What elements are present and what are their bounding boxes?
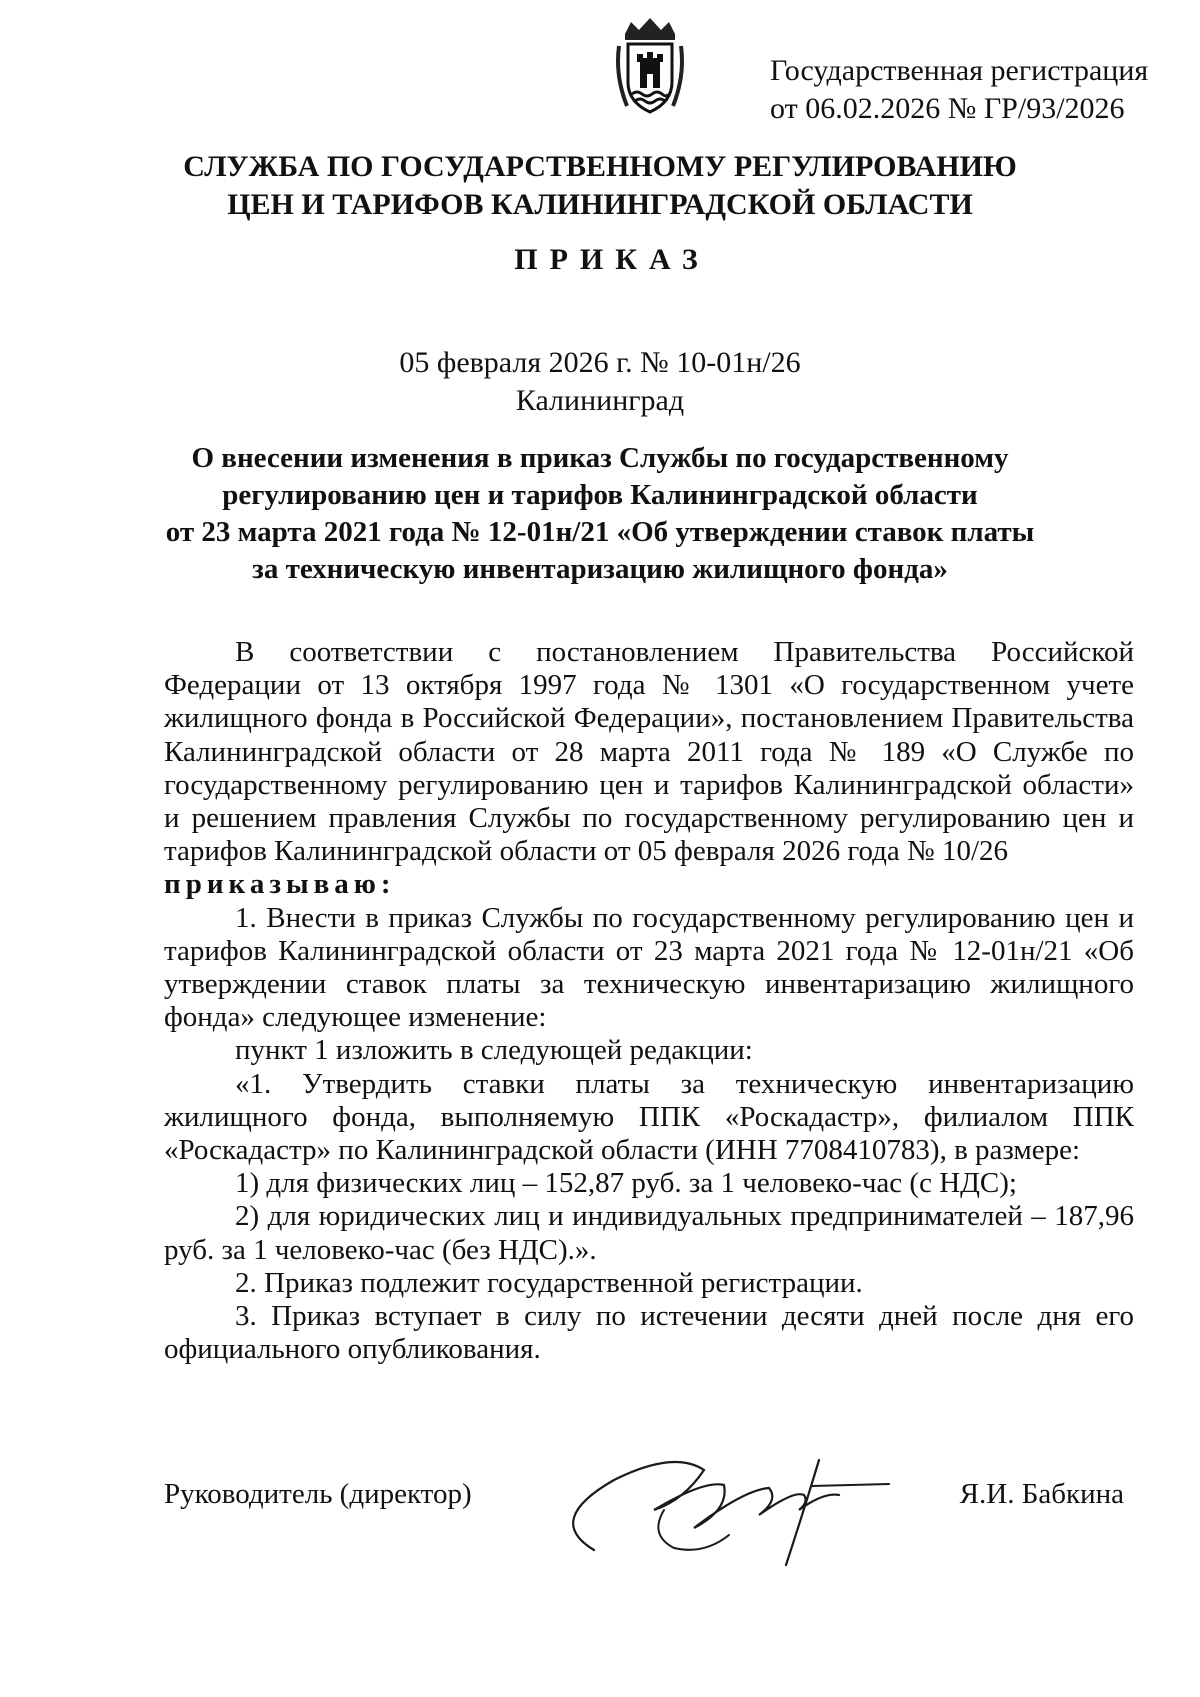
date-and-number-block <box>0 344 1200 420</box>
order-word: приказываю: <box>164 868 396 901</box>
coat-of-arms-emblem <box>613 16 687 118</box>
signatory-name: Я.И. Бабкина <box>959 1478 1124 1510</box>
subject-line-3: от 23 марта 2021 года № 12-01н/21 «Об утверждении ставок платы <box>165 516 1035 548</box>
rate-legal-entities-paragraph: 2) для юридических лиц и индивидуальных предпринимателей – 187,96 руб. за 1 человеко-час (без НДС).». <box>164 1200 1134 1266</box>
document-type-heading: ПРИКАЗ <box>514 243 710 276</box>
agency-name-line-2: ЦЕН И ТАРИФОВ КАЛИНИНГРАДСКОЙ ОБЛАСТИ <box>227 188 973 221</box>
order-date-number: 05 февраля 2026 г. № 10-01н/26 <box>399 346 801 379</box>
subject-line-1: О внесении изменения в приказ Службы по государственному <box>191 442 1009 474</box>
agency-name-line-1: СЛУЖБА ПО ГОСУДАРСТВЕННОМУ РЕГУЛИРОВАНИЮ <box>183 150 1017 183</box>
subject-line-2: регулированию цен и тарифов Калининградской области <box>222 479 978 511</box>
rate-individuals-paragraph: 1) для физических лиц – 152,87 руб. за 1 человеко-час (с НДС); <box>235 1167 1017 1200</box>
registration-line-1: Государственная регистрация <box>770 54 1149 87</box>
preamble-paragraph: В соответствии с постановлением Правительства Российской Федерации от 13 октября 1997 года № 1301 «О государственном учете жилищного фонда в Российской Федерации», постановлением Правительства Калининградской области от 28 марта 2011 года № 189 «О Службе по государственному регулированию цен и тарифов Калининградской области» и решением правления Службы по государственному регулированию цен и тарифов Калининградской области от 05 февраля 2026 года № 10/26 <box>164 636 1134 868</box>
handwritten-signature <box>554 1440 894 1570</box>
signature-block <box>164 1440 1124 1570</box>
quoted-new-text-paragraph: «1. Утвердить ставки платы за техническую инвентаризацию жилищного фонда, выполняемую ППК «Роскадастр», филиалом ППК «Роскадастр» по Калининградской области (ИНН 7708410783), в размере: <box>164 1067 1134 1167</box>
item-1-sub-paragraph: пункт 1 изложить в следующей редакции: <box>235 1034 753 1067</box>
order-place: Калининград <box>515 384 685 417</box>
signatory-title: Руководитель (директор) <box>164 1478 472 1510</box>
agency-name <box>0 148 1200 224</box>
order-body <box>164 636 1134 1366</box>
registration-line-2: от 06.02.2026 № ГР/93/2026 <box>770 92 1125 125</box>
item-2-paragraph: 2. Приказ подлежит государственной регистрации. <box>235 1266 863 1299</box>
item-1-paragraph: 1. Внести в приказ Службы по государственному регулированию цен и тарифов Калининградской области от 23 марта 2021 года № 12-01н/21 «Об утверждении ставок платы за техническую инвентаризацию жилищного фонда» следующее изменение: <box>164 901 1134 1034</box>
item-3-paragraph: 3. Приказ вступает в силу по истечении десяти дней после дня его официального опубликования. <box>164 1300 1134 1366</box>
subject-line-4: за техническую инвентаризацию жилищного фонда» <box>252 553 948 585</box>
order-subject-title <box>0 440 1200 588</box>
state-registration-stamp <box>770 52 1148 128</box>
